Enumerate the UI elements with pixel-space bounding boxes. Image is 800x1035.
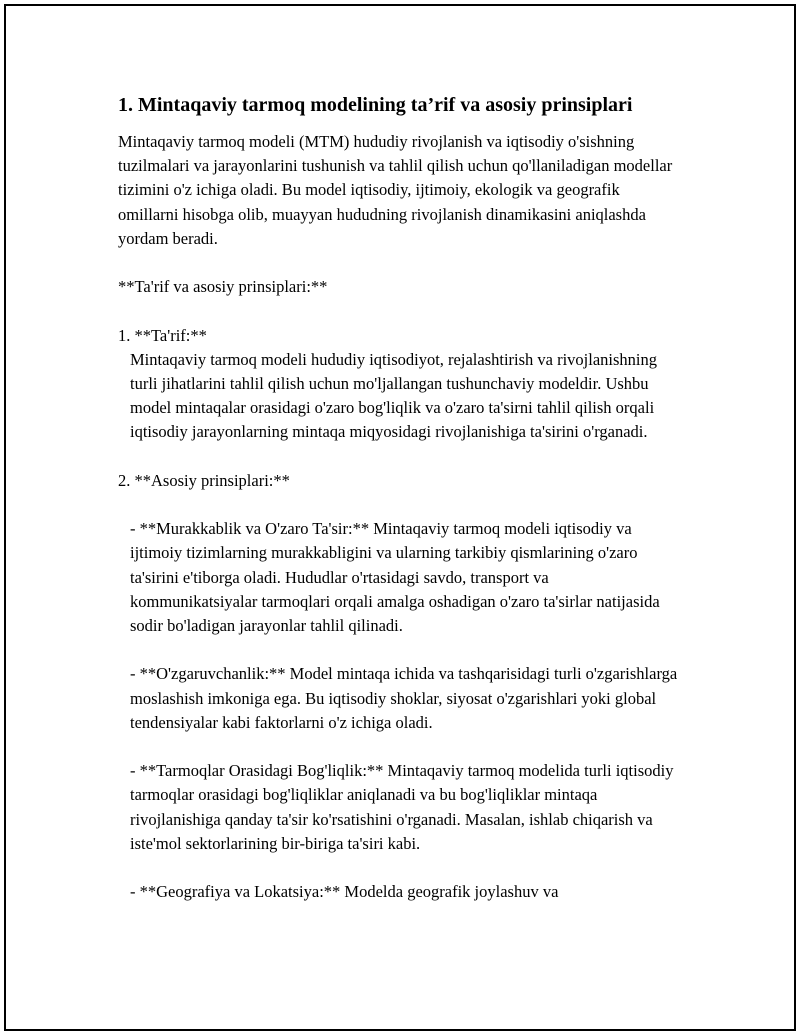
blank-line — [118, 445, 678, 469]
section-heading: **Ta'rif va asosiy prinsiplari:** — [118, 277, 328, 297]
document-body — [118, 92, 678, 904]
item1-text: Mintaqaviy tarmoq modeli hududiy iqtisodiyot, rejalashtirish va rivojlanishning turli jihatlarini tahlil qilish uchun mo'ljallangan tushunchaviy modeldir. Ushbu model mintaqalar orasidagi o'zaro bog'liqlik va o'zaro ta'sirni tahlil qilish orqali iqtisodiy jarayonlarning mintaqa miqyosidagi rivojlanishiga ta'sirini o'rganadi. — [130, 349, 658, 442]
principle-interconnection: - **Tarmoqlar Orasidagi Bog'liqlik:** Mintaqaviy tarmoq modelida turli iqtisodiy tarmoqlar orasidagi bog'liqliklar aniqlanadi va bu bog'liqliklar mintaqa rivojlanishiga qanday ta'sir ko'rsatishini o'rganadi. Masalan, ishlab chiqarish va iste'mol sektorlarining bir-biriga ta'siri kabi. — [130, 761, 674, 853]
principle-complexity: - **Murakkablik va O'zaro Ta'sir:** Mintaqaviy tarmoq modeli iqtisodiy va ijtimoiy tizimlarning murakkabligini va ularning tarkibiy qismlarining o'zaro ta'sirini e'tiborga oladi. Hududlar o'rtasidagi savdo, transport va kommunikatsiyalar tarmoqlari orqali amalga oshadigan o'zaro ta'sirlar natijasida sodir bo'ladigan jarayonlar tahlil qilinadi. — [130, 519, 660, 635]
blank-line — [118, 735, 678, 759]
intro-paragraph: Mintaqaviy tarmoq modeli (MTM) hududiy rivojlanish va iqtisodiy o'sishning tuzilmalari va jarayonlarini tushunish va tahlil qilish uchun qo'llaniladigan modellar tizimini o'z ichiga oladi. Bu model iqtisodiy, ijtimoiy, ekologik va geografik omillarni hisobga olib, muayyan hududning rivojlanish dinamikasini aniqlashda yordam beradi. — [118, 132, 673, 248]
document-title: 1. Mintaqaviy tarmoq modelining ta’rif va asosiy prinsiplari — [118, 94, 633, 116]
blank-line — [118, 493, 678, 517]
item1-heading: 1. **Ta'rif:** — [118, 325, 207, 345]
principle-variability: - **O'zgaruvchanlik:** Model mintaqa ichida va tashqarisidagi turli o'zgarishlarga moslashish imkoniga ega. Bu iqtisodiy shoklar, siyosat o'zgarishlari yoki global tendensiyalar kabi faktorlarni o'z ichiga oladi. — [130, 664, 678, 732]
principle-geography: - **Geografiya va Lokatsiya:** Modelda geografik joylashuv va — [130, 882, 559, 902]
blank-line — [118, 299, 678, 323]
blank-line — [118, 638, 678, 662]
item2-heading: 2. **Asosiy prinsiplari:** — [118, 470, 290, 490]
blank-line — [118, 251, 678, 275]
blank-line — [118, 856, 678, 880]
